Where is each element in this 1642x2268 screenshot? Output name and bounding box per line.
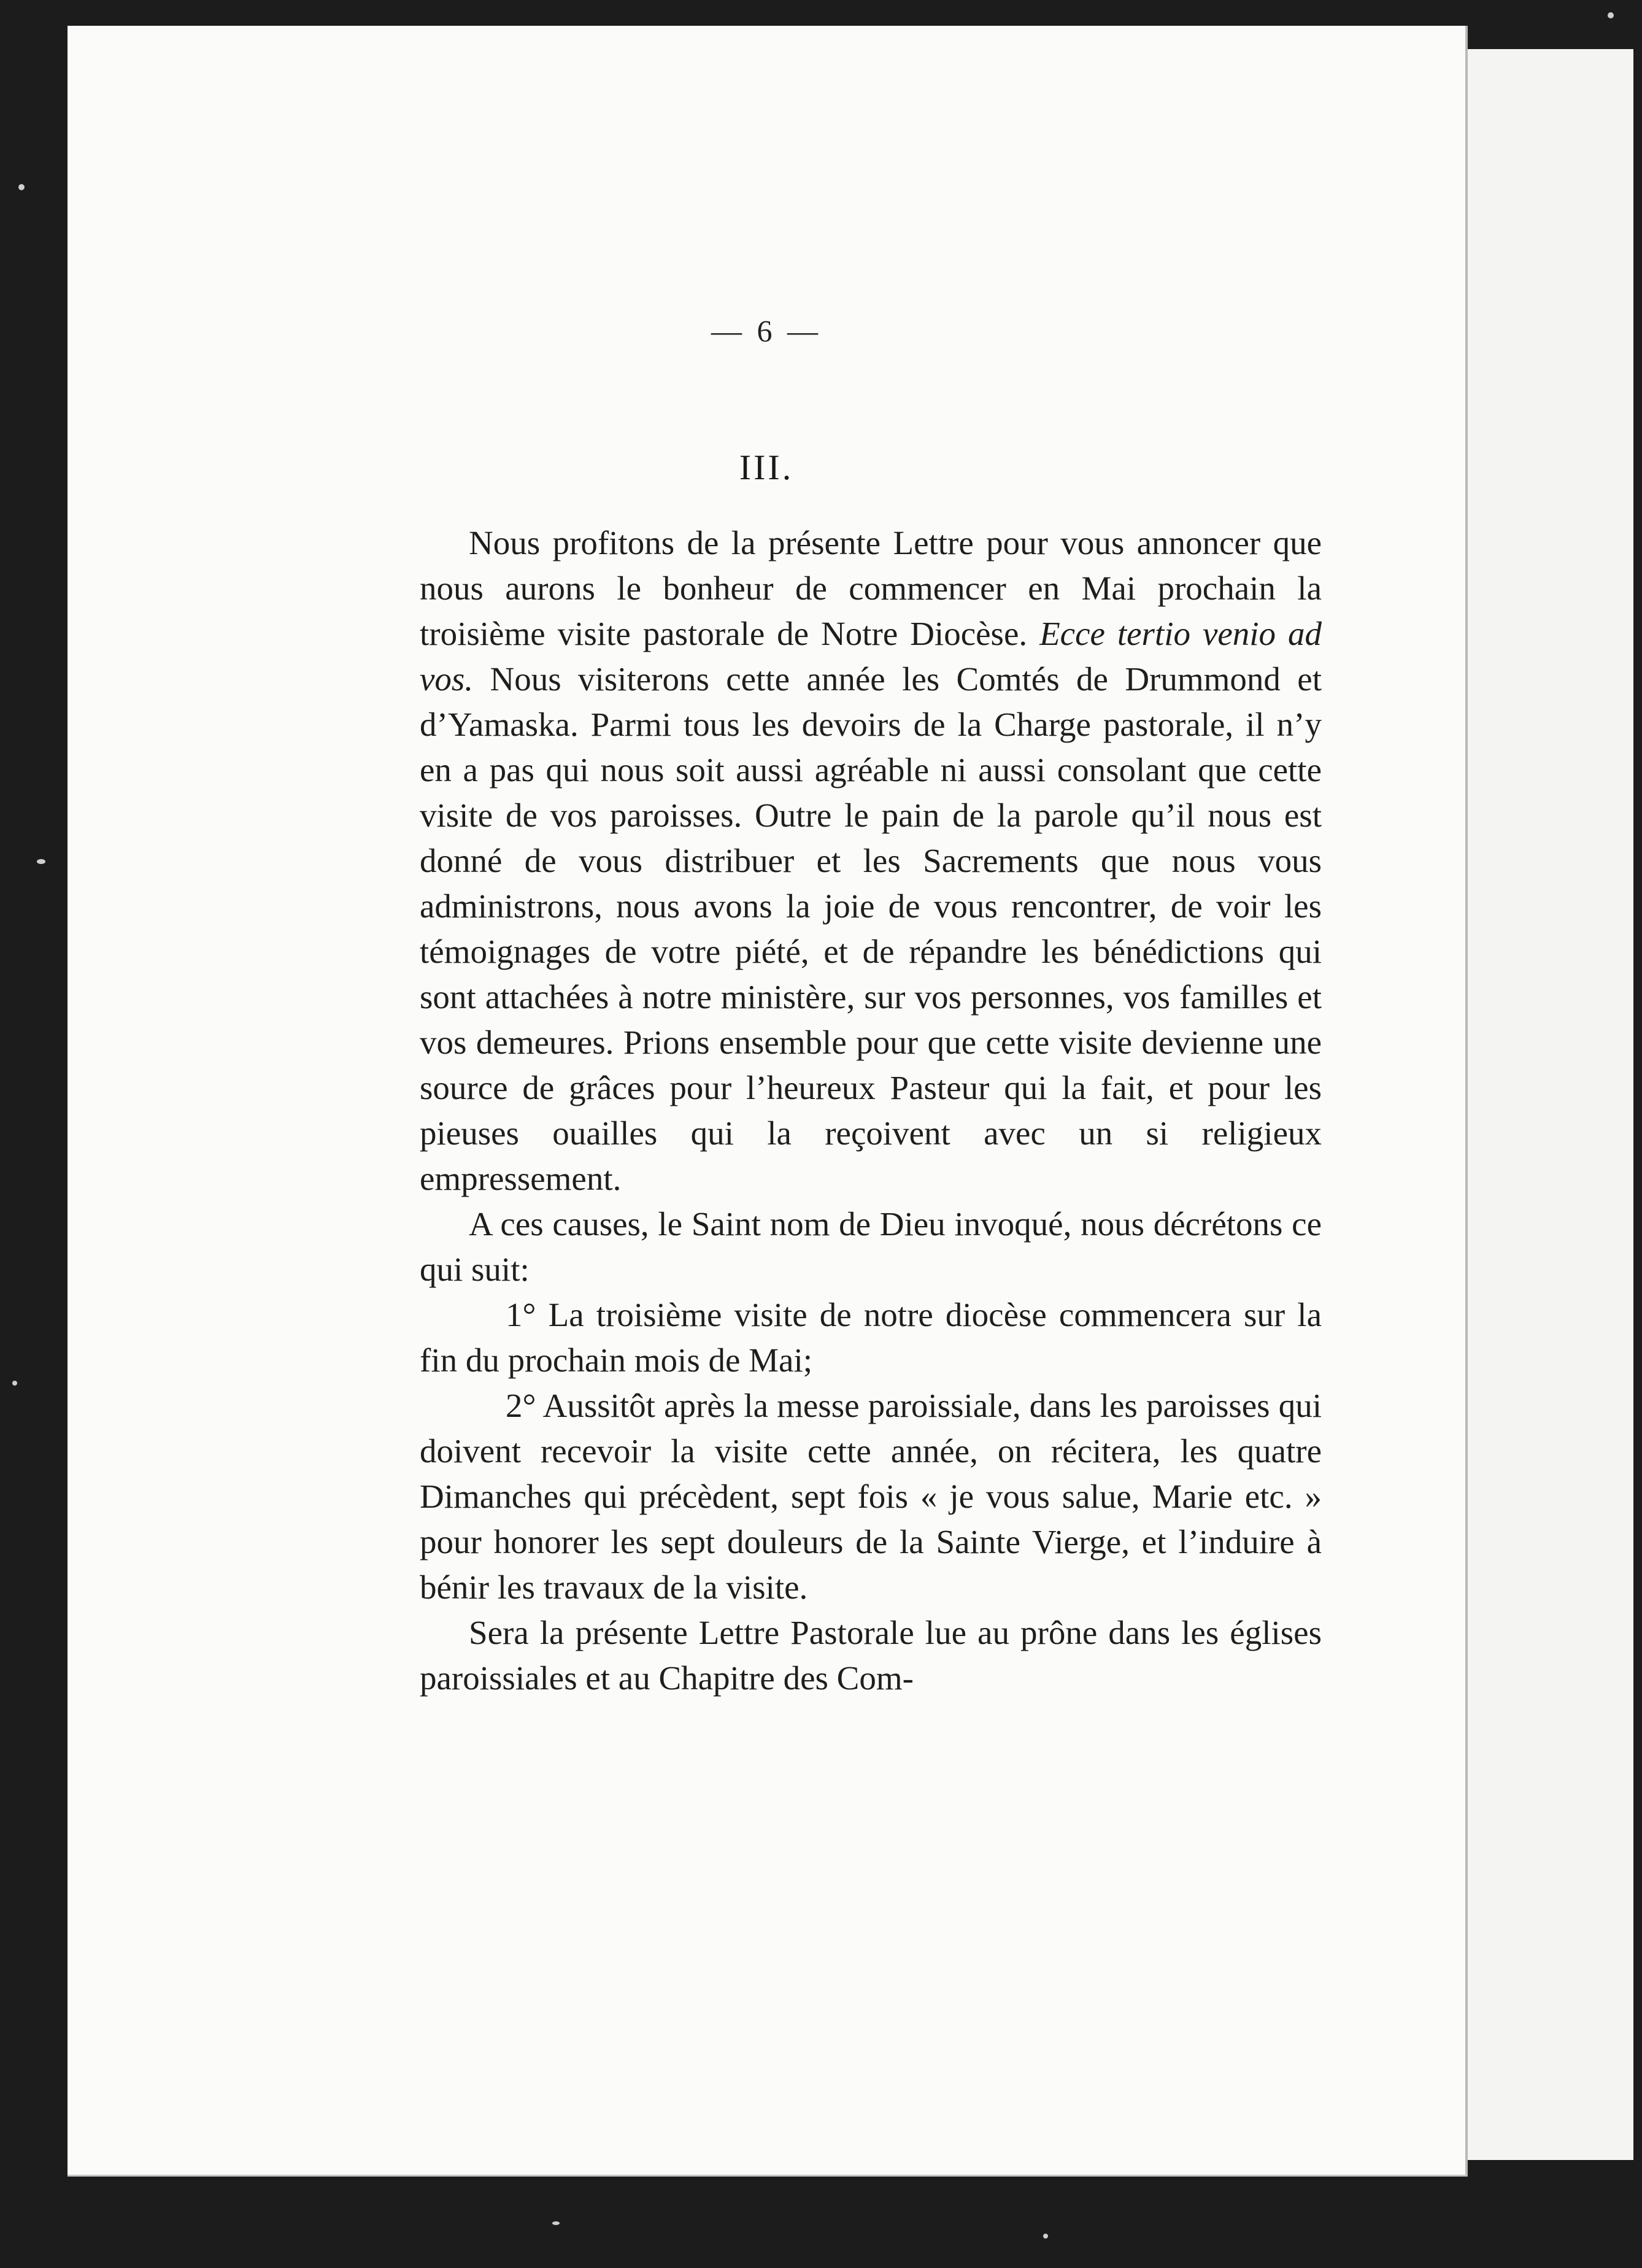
latin-quote: Ecce tertio venio ad vos. [420, 615, 1322, 698]
scan-speck [1043, 2234, 1048, 2239]
closing-paragraph: Sera la présente Lettre Pastorale lue au prône dans les églises paroissiales et au Chapitre des Com- [420, 1614, 1322, 1697]
scan-speck [552, 2221, 560, 2225]
page-number: — 6 — [711, 314, 822, 348]
article-1: 1° La troisième visite de notre diocèse commencera sur la fin du prochain mois de Mai; [420, 1296, 1322, 1379]
scan-speck [12, 1381, 17, 1386]
scan-speck [18, 184, 25, 190]
body-text [420, 520, 1322, 1701]
intro-paragraph [420, 520, 1322, 1202]
scan-speck [1608, 12, 1614, 18]
decree-intro: A ces causes, le Saint nom de Dieu invoqué, nous décrétons ce qui suit: [420, 1205, 1322, 1288]
intro-text-start: Nous profitons de la présente Lettre pour vous annoncer que nous aurons le bonheur de commencer en Mai prochain la troisième visite pastorale de Notre Diocèse. [420, 524, 1322, 652]
article-2: 2° Aussitôt après la messe paroissiale, dans les paroisses qui doivent recevoir la visite cette année, on récitera, les quatre Dimanches qui précèdent, sept fois « je vous salue, Marie etc. » pour honorer les sept douleurs de la Sainte Vierge, et l’induire à bénir les travaux de la visite. [420, 1387, 1322, 1606]
intro-text-end: Nous visiterons cette année les Comtés de Drummond et d’Yamaska. Parmi tous les devoirs de la Charge pastorale, il n’y en a pas qui nous soit aussi agréable ni aussi consolant que cette visite de vos paroisses. Outre le pain de la parole qu’il nous est donné de vous distribuer et les Sacrements que nous vous administrons, nous avons la joie de vous rencontrer, de voir les témoignages de votre piété, et de répandre les bénédictions qui sont attachées à notre ministère, sur vos personnes, vos familles et vos demeures. Prions ensemble pour que cette visite devienne une source de grâces pour l’heureux Pasteur qui la fait, et pour les pieuses ouailles qui la reçoivent avec un si religieux empressement. [420, 660, 1322, 1197]
facing-page-edge [1460, 49, 1633, 2160]
scan-speck [37, 859, 45, 864]
section-heading: III. [739, 447, 794, 487]
document-page [67, 26, 1468, 2177]
